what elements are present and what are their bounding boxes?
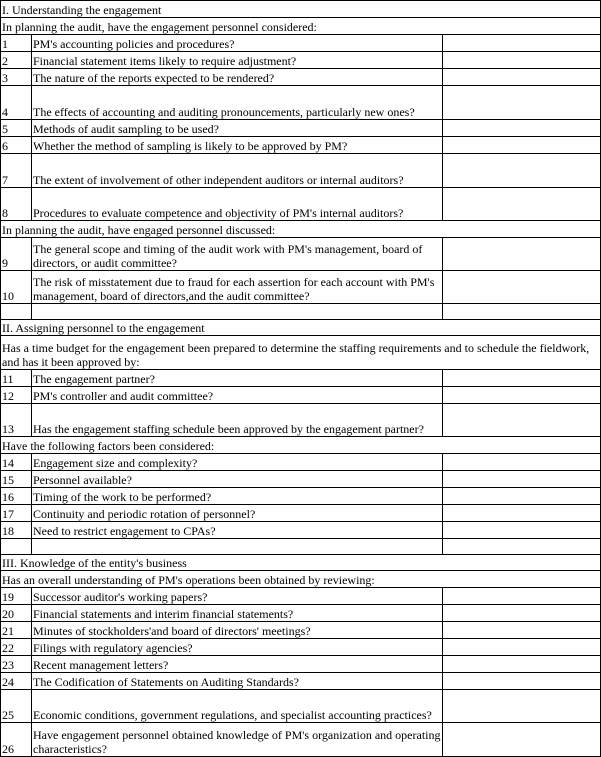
response-cell[interactable] (443, 387, 601, 404)
checklist-row (1, 188, 601, 221)
response-cell[interactable] (443, 86, 601, 120)
item-number: 8 (1, 188, 32, 221)
checklist-row (1, 86, 601, 120)
checklist-row (1, 35, 601, 52)
checklist-row (1, 387, 601, 404)
item-number: 7 (1, 154, 32, 188)
response-cell[interactable] (443, 471, 601, 488)
response-cell[interactable] (443, 35, 601, 52)
response-cell[interactable] (443, 370, 601, 387)
item-number: 11 (1, 370, 32, 387)
subsection-prompt: In planning the audit, have the engagement personnel considered: (1, 18, 601, 35)
section-title: III. Knowledge of the entity's business (1, 555, 601, 571)
subheader-row (1, 571, 601, 588)
item-question: The engagement partner? (32, 370, 443, 387)
item-question: Minutes of stockholders'and board of directors' meetings? (32, 622, 443, 639)
item-question: Whether the method of sampling is likely to be approved by PM? (32, 137, 443, 154)
item-question: PM's accounting policies and procedures? (32, 35, 443, 52)
item-question: The Codification of Statements on Auditing Standards? (32, 673, 443, 690)
item-question: Recent management letters? (32, 656, 443, 673)
response-cell[interactable] (443, 656, 601, 673)
item-number: 10 (1, 271, 32, 304)
checklist-row (1, 723, 601, 757)
item-number: 25 (1, 690, 32, 723)
item-number: 14 (1, 454, 32, 471)
checklist-row (1, 656, 601, 673)
item-question: Personnel available? (32, 471, 443, 488)
section-header-row (1, 320, 601, 336)
response-cell[interactable] (443, 522, 601, 539)
item-question: Economic conditions, government regulations, and specialist accounting practices? (32, 690, 443, 723)
blank-row (1, 539, 601, 555)
subsection-prompt: In planning the audit, have engaged personnel discussed: (1, 221, 601, 238)
item-number: 22 (1, 639, 32, 656)
checklist-row (1, 69, 601, 86)
subsection-prompt: Has an overall understanding of PM's operations been obtained by reviewing: (1, 571, 601, 588)
item-number: 17 (1, 505, 32, 522)
subheader-row (1, 336, 601, 370)
response-cell[interactable] (443, 238, 601, 271)
section-header-row (1, 555, 601, 571)
response-cell[interactable] (443, 690, 601, 723)
response-cell[interactable] (443, 622, 601, 639)
item-question: The nature of the reports expected to be rendered? (32, 69, 443, 86)
subheader-row (1, 18, 601, 35)
item-number: 6 (1, 137, 32, 154)
item-question: Methods of audit sampling to be used? (32, 120, 443, 137)
item-question: Procedures to evaluate competence and objectivity of PM's internal auditors? (32, 188, 443, 221)
checklist-row (1, 522, 601, 539)
checklist-row (1, 588, 601, 605)
section-header-row (1, 1, 601, 18)
item-number: 15 (1, 471, 32, 488)
item-question: The effects of accounting and auditing pronouncements, particularly new ones? (32, 86, 443, 120)
checklist-row (1, 120, 601, 137)
item-number: 3 (1, 69, 32, 86)
item-number: 20 (1, 605, 32, 622)
checklist-row (1, 454, 601, 471)
item-question: Have engagement personnel obtained knowledge of PM's organization and operating characteristics? (32, 723, 443, 757)
response-cell[interactable] (443, 404, 601, 437)
response-cell[interactable] (443, 52, 601, 69)
item-question: Continuity and periodic rotation of personnel? (32, 505, 443, 522)
response-cell[interactable] (443, 505, 601, 522)
checklist-row (1, 471, 601, 488)
checklist-row (1, 238, 601, 271)
response-cell[interactable] (443, 69, 601, 86)
item-question: Timing of the work to be performed? (32, 488, 443, 505)
checklist-row (1, 690, 601, 723)
item-number: 23 (1, 656, 32, 673)
item-number: 26 (1, 723, 32, 757)
response-cell[interactable] (443, 605, 601, 622)
item-number: 1 (1, 35, 32, 52)
checklist-row (1, 370, 601, 387)
item-question: The extent of involvement of other independent auditors or internal auditors? (32, 154, 443, 188)
subheader-row (1, 437, 601, 454)
item-question: Need to restrict engagement to CPAs? (32, 522, 443, 539)
item-question: The general scope and timing of the audit work with PM's management, board of directors, or audit committee? (32, 238, 443, 271)
subsection-prompt: Has a time budget for the engagement been prepared to determine the staffing requirements and to schedule the fieldwork, and has it been approved by: (1, 336, 601, 370)
checklist-row (1, 154, 601, 188)
response-cell[interactable] (443, 137, 601, 154)
checklist-row (1, 137, 601, 154)
checklist-row (1, 404, 601, 437)
item-question: Filings with regulatory agencies? (32, 639, 443, 656)
item-number: 4 (1, 86, 32, 120)
subheader-row (1, 221, 601, 238)
item-number: 21 (1, 622, 32, 639)
response-cell[interactable] (443, 723, 601, 757)
item-question: Engagement size and complexity? (32, 454, 443, 471)
item-question: Financial statement items likely to require adjustment? (32, 52, 443, 69)
checklist-row (1, 505, 601, 522)
checklist-row (1, 622, 601, 639)
blank-cell (443, 304, 601, 320)
subsection-prompt: Have the following factors been considered: (1, 437, 601, 454)
response-cell[interactable] (443, 154, 601, 188)
blank-cell (32, 539, 443, 555)
item-number: 24 (1, 673, 32, 690)
response-cell[interactable] (443, 271, 601, 304)
checklist-row (1, 488, 601, 505)
item-number: 9 (1, 238, 32, 271)
item-number: 18 (1, 522, 32, 539)
item-question: PM's controller and audit committee? (32, 387, 443, 404)
response-cell[interactable] (443, 639, 601, 656)
response-cell[interactable] (443, 120, 601, 137)
item-number: 2 (1, 52, 32, 69)
blank-cell (443, 539, 601, 555)
checklist-row (1, 605, 601, 622)
response-cell[interactable] (443, 188, 601, 221)
section-title: II. Assigning personnel to the engagement (1, 320, 601, 336)
response-cell[interactable] (443, 673, 601, 690)
checklist-row (1, 52, 601, 69)
item-question: Financial statements and interim financial statements? (32, 605, 443, 622)
item-number: 5 (1, 120, 32, 137)
blank-cell (1, 304, 32, 320)
checklist-row (1, 639, 601, 656)
blank-cell (32, 304, 443, 320)
item-number: 19 (1, 588, 32, 605)
item-question: The risk of misstatement due to fraud for each assertion for each account with PM's management, board of directors,and the audit committee? (32, 271, 443, 304)
item-question: Successor auditor's working papers? (32, 588, 443, 605)
item-number: 13 (1, 404, 32, 437)
blank-row (1, 304, 601, 320)
section-title: I. Understanding the engagement (1, 1, 601, 18)
blank-cell (1, 539, 32, 555)
checklist-row (1, 673, 601, 690)
item-question: Has the engagement staffing schedule been approved by the engagement partner? (32, 404, 443, 437)
response-cell[interactable] (443, 454, 601, 471)
item-number: 16 (1, 488, 32, 505)
item-number: 12 (1, 387, 32, 404)
response-cell[interactable] (443, 488, 601, 505)
checklist-row (1, 271, 601, 304)
response-cell[interactable] (443, 588, 601, 605)
